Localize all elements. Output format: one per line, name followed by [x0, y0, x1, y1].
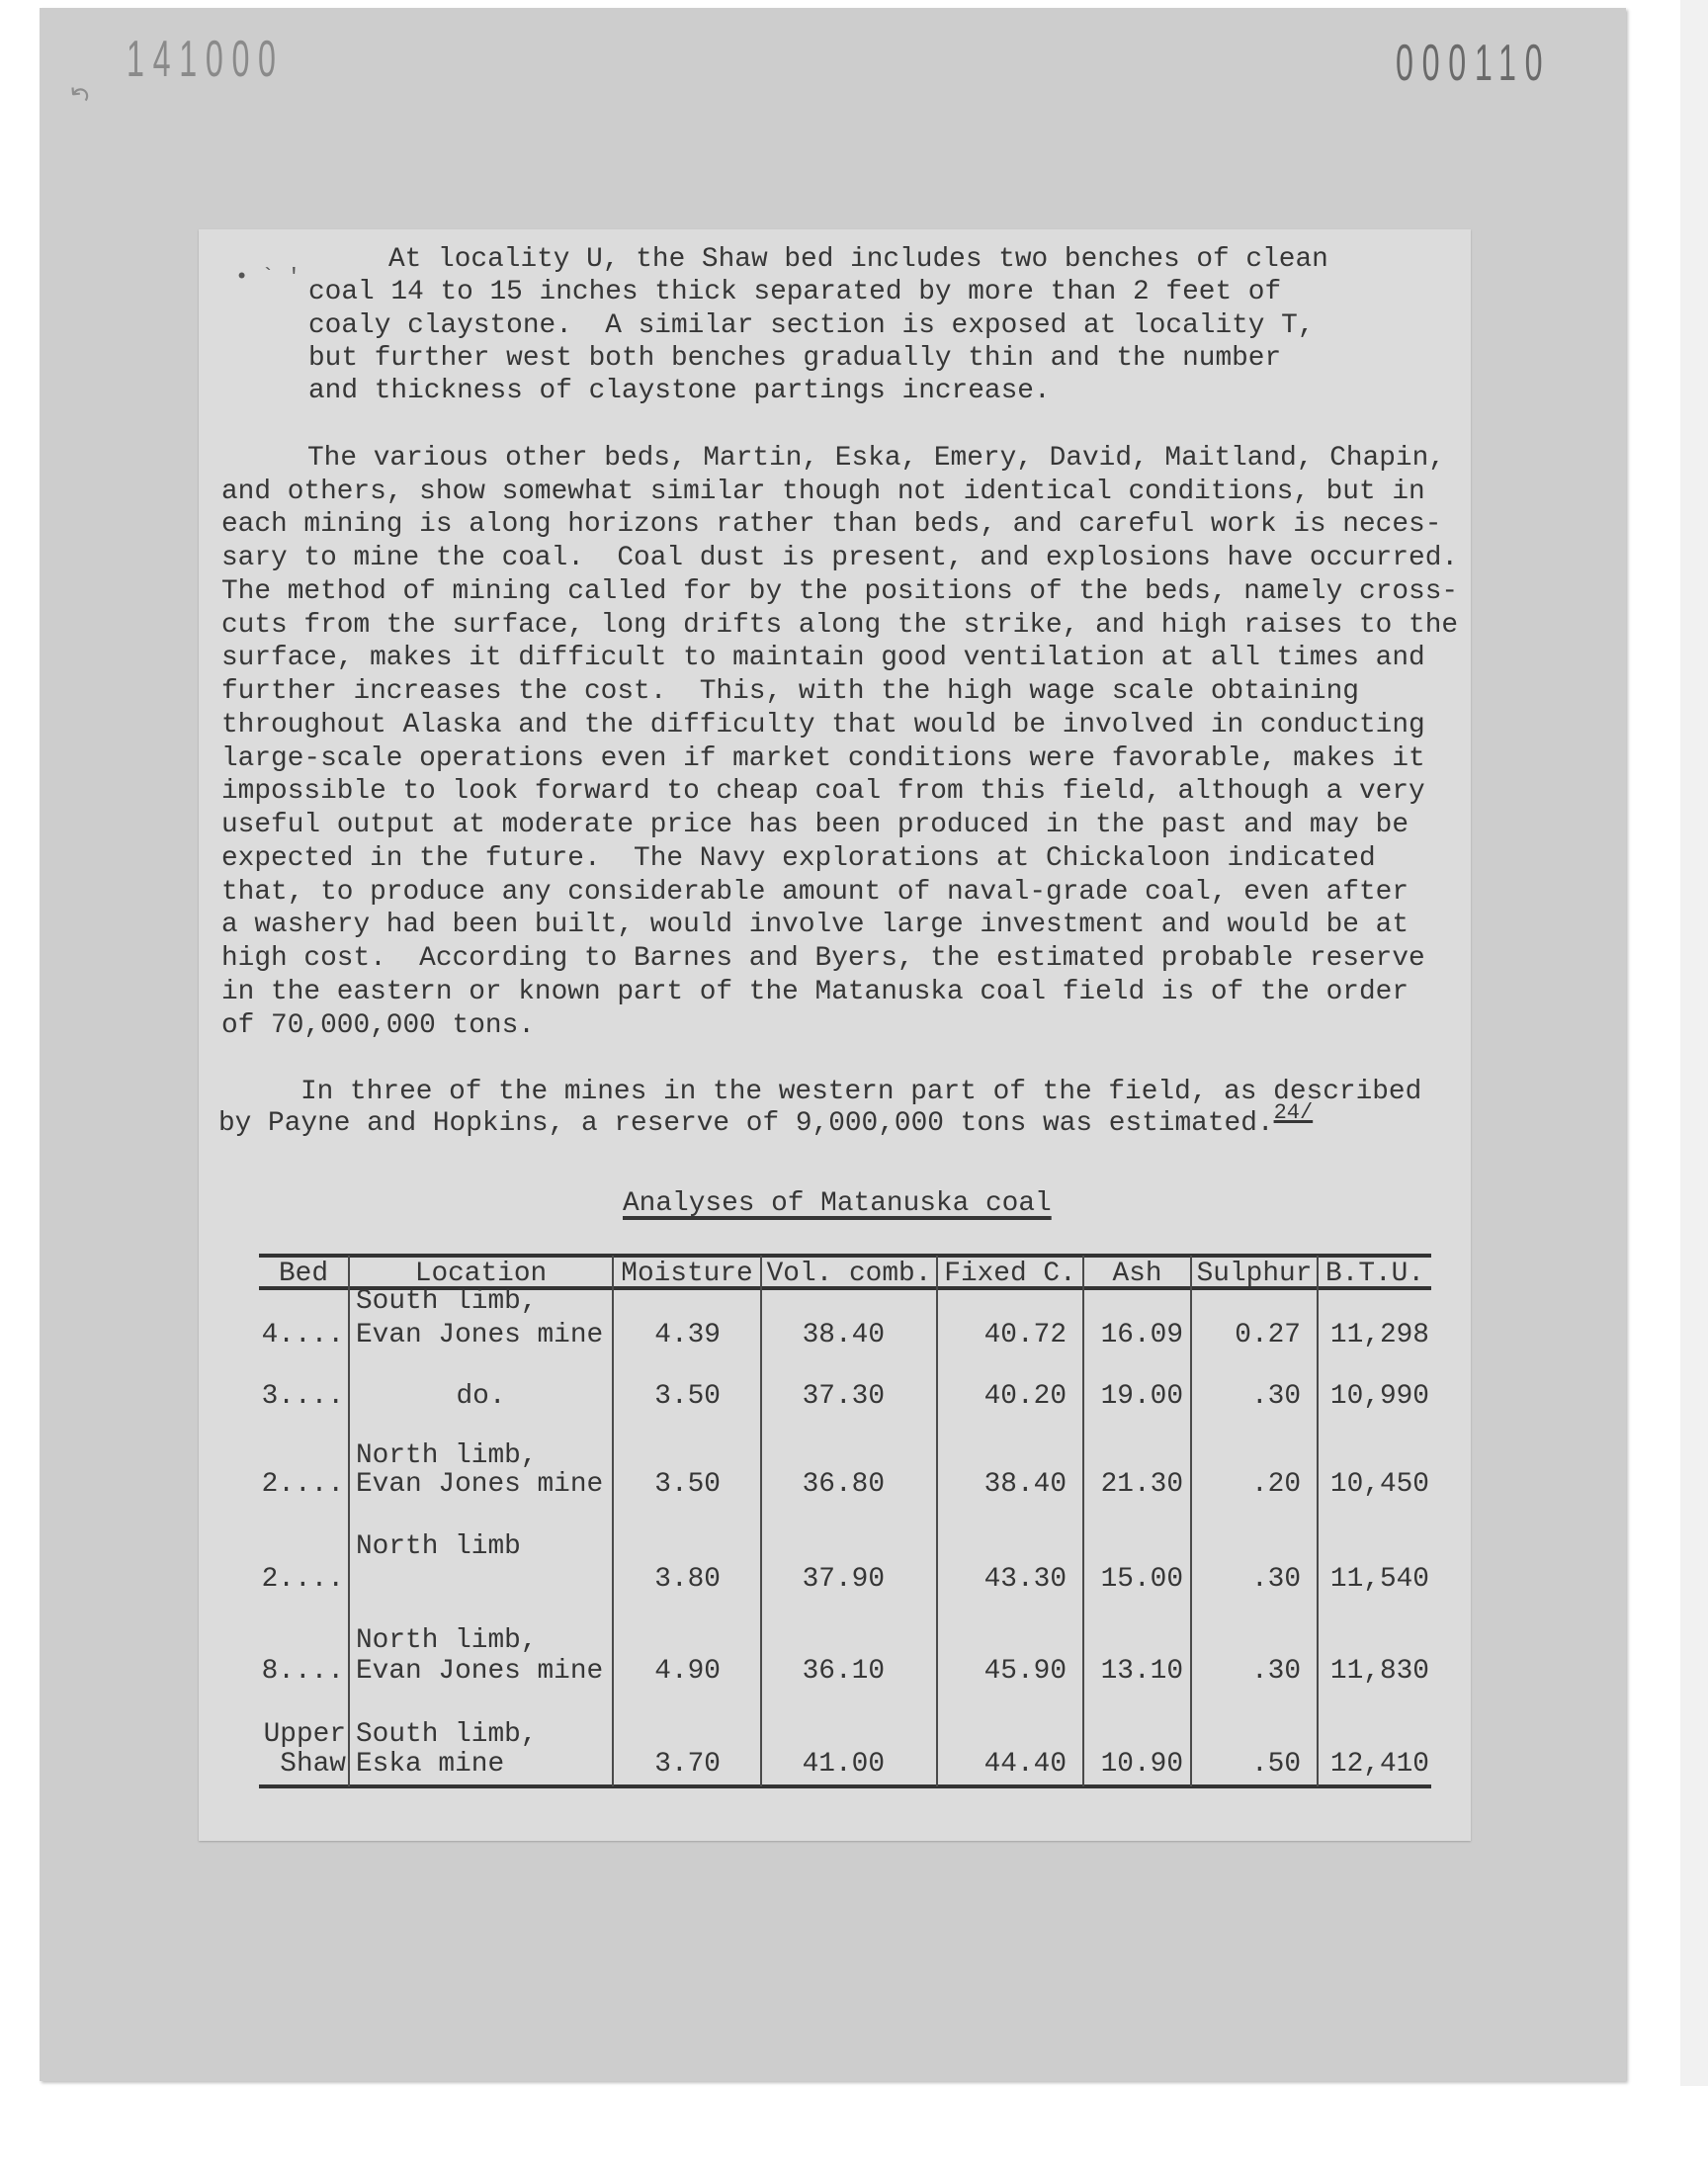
cell-sulphur: .30 [1250, 1564, 1301, 1595]
cell-bed: Shaw [280, 1749, 346, 1780]
pencil-mark-icon: ↶ [59, 77, 96, 115]
cell-sulphur: .30 [1250, 1381, 1301, 1412]
cell-fixed-c: 40.72 [983, 1320, 1067, 1350]
cell-ash: 10.90 [1100, 1749, 1183, 1780]
cell-ash: 19.00 [1100, 1381, 1183, 1412]
cell-location-line2: Evan Jones mine [356, 1469, 604, 1500]
cell-vol-comb: 41.00 [802, 1749, 885, 1780]
cell-moisture: 3.70 [654, 1749, 721, 1780]
text-line: coaly claystone. A similar section is exposed at locality T, [308, 310, 1315, 341]
cell-btu: 11,298 [1329, 1320, 1429, 1350]
cell-bed: 2.... [261, 1564, 344, 1595]
cell-sulphur: .50 [1250, 1749, 1301, 1780]
header-fixed-c: Fixed C. [944, 1259, 1076, 1289]
header-vol-comb: Vol. comb. [766, 1259, 932, 1289]
cell-fixed-c: 44.40 [983, 1749, 1067, 1780]
cell-sulphur: 0.27 [1235, 1320, 1301, 1350]
text-line-content: by Payne and Hopkins, a reserve of 9,000,000 tons was estimated. [218, 1108, 1274, 1139]
cell-bed: 4.... [261, 1320, 344, 1350]
page-stamp-right: 000110 [1396, 35, 1552, 92]
cell-vol-comb: 36.10 [802, 1656, 885, 1687]
cell-ash: 13.10 [1100, 1656, 1183, 1687]
text-line: expected in the future. The Navy explorations at Chickaloon indicated [221, 843, 1376, 874]
header-bed: Bed [278, 1259, 329, 1289]
cell-fixed-c: 45.90 [983, 1656, 1067, 1687]
cell-location-line2: Evan Jones mine [356, 1656, 604, 1687]
cell-location-line2: do. [456, 1381, 506, 1412]
cell-btu: 10,450 [1329, 1469, 1429, 1500]
text-line: and thickness of claystone partings increase. [308, 376, 1051, 406]
cell-vol-comb: 37.30 [802, 1381, 885, 1412]
stray-marks: • ` ' [235, 265, 301, 290]
cell-ash: 21.30 [1100, 1469, 1183, 1500]
header-location: Location [414, 1259, 548, 1289]
table-title: Analyses of Matanuska coal [623, 1188, 1052, 1219]
text-line: of 70,000,000 tons. [221, 1010, 535, 1041]
text-line: cuts from the surface, long drifts along the strike, and high raises to the [221, 610, 1459, 641]
cell-location-line1: North limb, [356, 1440, 538, 1471]
cell-vol-comb: 38.40 [802, 1320, 885, 1350]
text-line: sary to mine the coal. Coal dust is present, and explosions have occurred. [221, 543, 1459, 573]
text-line: high cost. According to Barnes and Byers, the estimated probable reserve [221, 943, 1425, 974]
cell-location-line1: North limb, [356, 1625, 538, 1656]
cell-fixed-c: 38.40 [983, 1469, 1067, 1500]
text-line: that, to produce any considerable amount of naval-grade coal, even after [221, 877, 1409, 908]
cell-fixed-c: 40.20 [983, 1381, 1067, 1412]
cell-fixed-c: 43.30 [983, 1564, 1067, 1595]
cell-location-line1: South limb, [356, 1286, 538, 1317]
cell-location-line1: South limb, [356, 1719, 538, 1750]
cell-btu: 11,540 [1329, 1564, 1429, 1595]
text-line: and others, show somewhat similar though not identical conditions, but in [221, 477, 1425, 507]
header-btu: B.T.U. [1324, 1259, 1425, 1289]
cell-btu: 12,410 [1329, 1749, 1429, 1780]
text-line: surface, makes it difficult to maintain good ventilation at all times and [221, 643, 1425, 673]
cell-bed: 2.... [261, 1469, 344, 1500]
header-moisture: Moisture [621, 1259, 753, 1289]
text-line: impossible to look forward to cheap coal from this field, although a very [221, 776, 1425, 807]
text-line: useful output at moderate price has been produced in the past and may be [221, 810, 1409, 840]
text-line: throughout Alaska and the difficulty that would be involved in conducting [221, 710, 1425, 740]
cell-btu: 11,830 [1329, 1656, 1429, 1687]
cell-sulphur: .20 [1250, 1469, 1301, 1500]
text-line: but further west both benches gradually thin and the number [308, 343, 1282, 374]
column-divider [348, 1256, 350, 1786]
cell-bed: 3.... [261, 1381, 344, 1412]
text-line: The various other beds, Martin, Eska, Emery, David, Maitland, Chapin, [307, 443, 1445, 474]
cell-location-line2: Eska mine [356, 1749, 505, 1780]
cell-moisture: 3.80 [654, 1564, 721, 1595]
text-line: The method of mining called for by the positions of the beds, namely cross- [221, 576, 1459, 607]
cell-bed: 8.... [261, 1656, 344, 1687]
cell-ash: 16.09 [1100, 1320, 1183, 1350]
text-line: coal 14 to 15 inches thick separated by more than 2 feet of [308, 277, 1282, 307]
cell-vol-comb: 37.90 [802, 1564, 885, 1595]
table-top-rule [259, 1254, 1431, 1258]
page-stamp-left: 141000 [127, 31, 285, 88]
cell-bed-line1: Upper [263, 1719, 346, 1750]
cell-btu: 10,990 [1329, 1381, 1429, 1412]
header-sulphur: Sulphur [1196, 1259, 1313, 1289]
cell-sulphur: .30 [1250, 1656, 1301, 1687]
cell-moisture: 4.90 [654, 1656, 721, 1687]
text-line: large-scale operations even if market conditions were favorable, makes it [221, 743, 1425, 774]
text-line: each mining is along horizons rather than beds, and careful work is neces- [221, 509, 1442, 540]
text-line [218, 1100, 1314, 1140]
text-line: In three of the mines in the western part of the field, as described [300, 1077, 1422, 1107]
cell-moisture: 3.50 [654, 1469, 721, 1500]
cell-moisture: 3.50 [654, 1381, 721, 1412]
cell-ash: 15.00 [1100, 1564, 1183, 1595]
table-bottom-rule [259, 1784, 1431, 1788]
cell-vol-comb: 36.80 [802, 1469, 885, 1500]
header-ash: Ash [1112, 1259, 1162, 1289]
text-line: in the eastern or known part of the Matanuska coal field is of the order [221, 977, 1409, 1007]
cell-location-line2: Evan Jones mine [356, 1320, 604, 1350]
cell-moisture: 4.39 [654, 1320, 721, 1350]
scanner-margin [1680, 0, 1708, 2086]
text-line: At locality U, the Shaw bed includes two benches of clean [388, 244, 1328, 275]
text-line: further increases the cost. This, with the high wage scale obtaining [221, 676, 1359, 707]
text-line: a washery had been built, would involve large investment and would be at [221, 910, 1409, 940]
footnote-reference[interactable]: 24/ [1273, 1100, 1314, 1125]
cell-location-line1: North limb [356, 1531, 521, 1562]
